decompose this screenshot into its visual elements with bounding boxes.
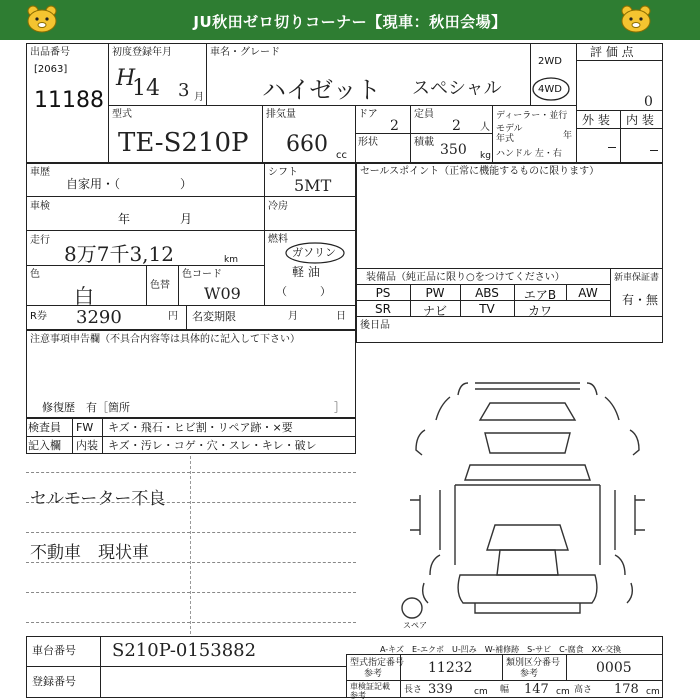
recycle-label: R券 xyxy=(30,311,47,322)
drive-4wd: 4WD xyxy=(538,84,562,95)
first-reg-label: 初度登録年月 xyxy=(112,47,172,58)
mileage-value: 8万7千3,12 xyxy=(64,242,174,266)
fuel-other: （ ） xyxy=(276,285,331,298)
height-unit: cm xyxy=(646,687,660,697)
car-grade-value: スペシャル xyxy=(412,78,502,99)
length-unit: cm xyxy=(474,687,488,697)
doors-value: 2 xyxy=(390,118,399,134)
interior-text: キズ・汚レ・コゲ・穴・スレ・キレ・破レ xyxy=(108,439,317,452)
model-year-label: モデル 年式 xyxy=(496,124,523,144)
fuel-label: 燃料 xyxy=(268,234,288,245)
reg-deadline-month: 月 xyxy=(288,311,298,322)
mileage-unit: km xyxy=(224,255,238,265)
inspection-year: 年 xyxy=(118,212,131,226)
length-value: 339 xyxy=(428,682,453,697)
load-unit: kg xyxy=(480,151,491,161)
color-value: 白 xyxy=(74,284,94,308)
shift-value: 5MT xyxy=(294,176,332,195)
spare-label: スペア xyxy=(403,621,427,630)
first-reg-year: 14 xyxy=(132,76,160,101)
interior-label: 内装 xyxy=(76,439,98,452)
model-year-unit: 年 xyxy=(563,131,573,141)
displacement-value: 660 xyxy=(286,132,328,157)
rating-exterior-label: 外 装 xyxy=(582,113,610,127)
equipment-label: 装備品（純正品に限り○をつけてください） xyxy=(366,272,565,283)
equipment-item: カワ xyxy=(527,304,552,318)
height-label: 高さ xyxy=(574,685,593,695)
rating-interior-label: 内 装 xyxy=(626,113,654,127)
notes-label: 注意事項申告欄（不具合内容等は具体的に記入して下さい） xyxy=(30,334,300,345)
load-value: 350 xyxy=(440,142,467,158)
lot-label: 出品番号 xyxy=(30,47,70,58)
shift-label: シフト xyxy=(268,167,298,178)
drive-4wd-circle xyxy=(531,76,571,102)
displacement-unit: cc xyxy=(336,150,347,161)
aircon-label: 冷房 xyxy=(268,201,288,212)
inspector-label-2: 記入欄 xyxy=(28,439,61,452)
inspector-note-2: 不動車 現状車 xyxy=(30,543,149,563)
warranty-value: 有・無 xyxy=(622,293,659,307)
equipment-item: AW xyxy=(578,286,598,300)
fw-text: キズ・飛石・ヒビ割・リペア跡・×要 xyxy=(108,421,293,434)
reg-deadline-label: 名変期限 xyxy=(192,310,236,323)
class-number-value: 0005 xyxy=(596,660,632,676)
capacity-value: 2 xyxy=(452,118,461,134)
recycle-value: 3290 xyxy=(76,307,122,328)
damage-legend: A-キズ E-エクボ U-凹み W-補修跡 S-サビ C-腐食 XX-交換 xyxy=(380,645,622,654)
warranty-label: 新車保証書 xyxy=(614,273,660,283)
recycle-unit: 円 xyxy=(168,311,178,322)
fuel-diesel: 軽 油 xyxy=(292,265,320,279)
chassis-value: S210P-0153882 xyxy=(112,640,257,661)
repair-history-end: ］ xyxy=(334,401,345,414)
color-label: 色 xyxy=(30,269,40,280)
class-number-ref: 参考 xyxy=(520,669,539,679)
fw-label: FW xyxy=(76,421,94,434)
inspector-label-1: 検査員 xyxy=(28,421,61,434)
car-name-value: ハイゼット xyxy=(262,76,381,104)
equipment-item: エアB xyxy=(523,288,557,302)
equipment-item: PS xyxy=(375,286,391,300)
dealer-label: ディーラー・並行 xyxy=(496,111,568,121)
equipment-item: TV xyxy=(479,302,495,316)
drive-2wd: 2WD xyxy=(538,56,562,67)
width-value: 147 xyxy=(524,682,549,697)
color-code-label: 色コード xyxy=(182,269,222,280)
inspection-month: 月 xyxy=(180,212,193,226)
lot-sub: [2063] xyxy=(34,64,68,75)
type-designation-label: 型式指定番号 xyxy=(350,658,405,668)
equipment-item: PW xyxy=(425,286,445,300)
shape-label: 形状 xyxy=(358,137,378,148)
first-reg-month-unit: 月 xyxy=(194,92,204,103)
type-designation-ref: 参考 xyxy=(364,669,383,679)
first-reg-era: H xyxy=(116,66,136,91)
rating-label: 評 価 点 xyxy=(590,45,634,59)
car-damage-diagram xyxy=(400,375,655,630)
mileage-label: 走行 xyxy=(30,235,50,246)
capacity-unit: 人 xyxy=(480,122,490,133)
type-designation-value: 11232 xyxy=(428,660,473,676)
doors-label: ドア xyxy=(358,109,378,120)
history-label: 車歴 xyxy=(30,167,50,178)
post-note-label: 後日品 xyxy=(360,320,390,331)
displacement-label: 排気量 xyxy=(266,109,296,120)
reg-deadline-day: 日 xyxy=(336,311,346,322)
equipment-item: ABS xyxy=(475,286,499,300)
height-value: 178 xyxy=(614,682,639,697)
model-value: TE-S210P xyxy=(118,128,249,158)
header-title: JU秋田ゼロ切りコーナー【現車：秋田会場】 xyxy=(193,13,507,31)
model-label: 型式 xyxy=(112,109,132,120)
chassis-label: 車台番号 xyxy=(32,644,76,657)
capacity-label: 定員 xyxy=(414,109,434,120)
lot-number: 11188 xyxy=(34,88,104,113)
width-label: 幅 xyxy=(500,685,510,695)
repair-history-label: 修復歴 有［箇所 xyxy=(42,401,130,414)
dimensions-label: 車検証記載 参考 xyxy=(350,682,390,700)
fuel-gasoline-circle xyxy=(284,241,346,265)
load-label: 積載 xyxy=(414,137,434,148)
class-number-label: 類別区分番号 xyxy=(506,658,561,668)
rating-value: 0 xyxy=(644,94,653,110)
reg-number-label: 登録番号 xyxy=(32,675,76,688)
equipment-item: SR xyxy=(375,302,391,316)
width-unit: cm xyxy=(556,687,570,697)
sales-point-label: セールスポイント（正常に機能するものに限ります） xyxy=(360,166,600,177)
handle-label: ハンドル 左・右 xyxy=(496,149,562,159)
color-code-value: W09 xyxy=(204,284,241,303)
equipment-item: ナビ xyxy=(422,304,447,318)
first-reg-month: 3 xyxy=(178,80,190,101)
car-name-label: 車名・グレード xyxy=(210,47,280,58)
fuel-gasoline: ガソリン xyxy=(292,246,336,259)
length-label: 長さ xyxy=(404,685,423,695)
inspection-label: 車検 xyxy=(30,201,50,212)
inspector-note-1: セルモーター不良 xyxy=(30,489,166,509)
color-change-label: 色替 xyxy=(150,280,170,291)
history-value: 自家用・（ ） xyxy=(66,177,193,191)
